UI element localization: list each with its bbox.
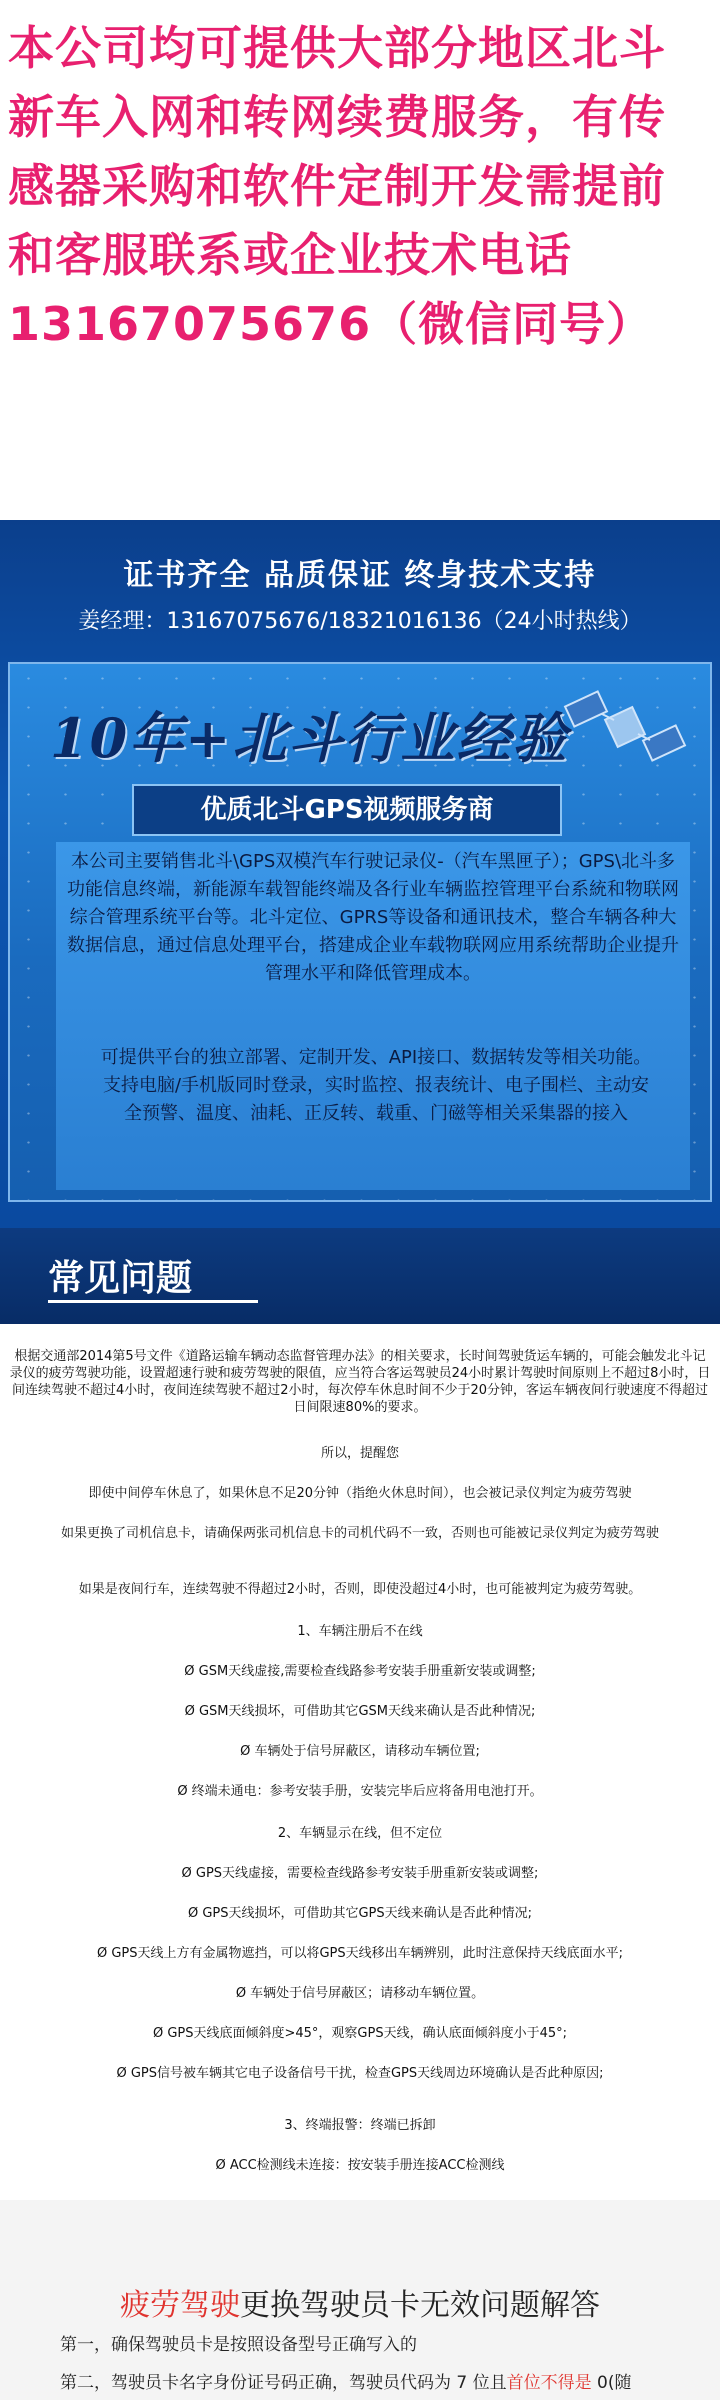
faq-line: Ø GSM天线虚接,需要检查线路参考安装手册重新安装或调整; (184, 1664, 536, 1679)
banner-headline: 10年+北斗行业经验 (50, 706, 569, 770)
faq-line: Ø GPS天线上方有金属物遮挡，可以将GPS天线移出车辆辨别，此时注意保持天线底面水平; (96, 1946, 624, 1961)
banner-slogan: 证书齐全 品质保证 终身技术支持 (123, 558, 597, 593)
faq-body (0, 1324, 720, 2200)
fatigue-faq-section (0, 2200, 720, 2400)
faq-line: 如果是夜间行车，连续驾驶不得超过2小时，否则，即使没超过4小时，也可能被判定为疲劳驾驶。 (78, 1582, 642, 1597)
fatigue-faq-title (0, 2280, 720, 2324)
faq-line: Ø GPS天线虚接，需要检查线路参考安装手册重新安装或调整; (181, 1866, 539, 1881)
intro-text: 本公司均可提供大部分地区北斗新车入网和转网续费服务，有传感器采购和软件定制开发需提前和客服联系或企业技术电话13167075676（微信同号） (8, 21, 666, 351)
company-banner (0, 520, 720, 1228)
faq-section-heading: 1、车辆注册后不在线 (297, 1624, 423, 1639)
description-paragraph-1: 本公司主要销售北斗\GPS双模汽车行驶记录仪-（汽车黑匣子）；GPS\北斗多功能信息终端，新能源车载智能终端及各行业车辆监控管理平台系統和物联网综合管理系统平台等。北斗定位、GPRS等设备和通讯技术，整合车辆各种大数据信息，通过信息处理平台，搭建成企业车载物联网应用系统帮助企业提升管理水平和降低管理成本。 (67, 851, 679, 984)
fatigue-faq-item-2-text: 第二，驾驶员卡名字身份证号码正确，驾驶员代码为 7 位且 (60, 2373, 507, 2393)
faq-line: Ø ACC检测线未连接：按安装手册连接ACC检测线 (215, 2158, 505, 2173)
fatigue-faq-item-1: 第一，确保驾驶员卡是按照设备型号正确写入的 (60, 2335, 417, 2355)
intro-section (0, 0, 720, 520)
fatigue-faq-item-2-highlight: 首位不得是 (506, 2373, 592, 2393)
satellite-icon (562, 674, 692, 784)
faq-intro-paragraph: 根据交通部2014第5号文件《道路运输车辆动态监督管理办法》的相关要求，长时间驾驶货运车辆的，可能会触发北斗记录仪的疲劳驾驶功能，设置超速行驶和疲劳驾驶的限值，应当符合客运驾驶员24小时累计驾驶时间原则上不超过8小时，日间连续驾驶不超过4小时，夜间连续驾驶不超过2小时，每次停车休息时间不少于20分钟，客运车辆夜间行驶速度不得超过日间限速80%的要求。 (9, 1349, 711, 1415)
banner-panel (8, 662, 712, 1202)
description-paragraph-2: 可提供平台的独立部署、定制开发、API接口、数据转发等相关功能。支持电脑/手机版同时登录，实时监控、报表统计、电子围栏、主动安全预警、温度、油耗、正反转、载重、门磁等相关采集器的接入 (100, 1047, 652, 1124)
faq-line: 所以，提醒您 (320, 1446, 399, 1461)
faq-title: 常见问题 (48, 1258, 193, 1299)
faq-title-underline (48, 1300, 258, 1303)
description-box (56, 842, 690, 1190)
faq-line: Ø GPS信号被车辆其它电子设备信号干扰，检查GPS天线周边环境确认是否此种原因; (116, 2066, 604, 2081)
fatigue-faq-title-rest: 更换驾驶员卡无效问题解答 (240, 2288, 600, 2323)
faq-line: 即使中间停车休息了，如果休息不足20分钟（指绝火休息时间），也会被记录仪判定为疲劳驾驶 (88, 1486, 632, 1501)
faq-section-heading: 2、车辆显示在线，但不定位 (277, 1826, 443, 1841)
faq-line: 如果更换了司机信息卡，请确保两张司机信息卡的司机代码不一致，否则也可能被记录仪判定为疲劳驾驶 (60, 1526, 659, 1541)
faq-line: Ø 终端未通电：参考安装手册，安装完毕后应将备用电池打开。 (177, 1784, 543, 1799)
faq-line: Ø 车辆处于信号屏蔽区，请移动车辆位置; (240, 1744, 480, 1759)
faq-line: Ø GPS天线底面倾斜度>45°，观察GPS天线，确认底面倾斜度小于45°; (152, 2026, 568, 2041)
service-label: 优质北斗GPS视频服务商 (132, 784, 562, 836)
faq-header (0, 1228, 720, 1324)
faq-line: Ø GSM天线损坏，可借助其它GSM天线来确认是否此种情况; (184, 1704, 536, 1719)
fatigue-faq-title-highlight: 疲劳驾驶 (120, 2288, 240, 2323)
faq-line: Ø GPS天线损坏，可借助其它GPS天线来确认是否此种情况; (187, 1906, 533, 1921)
faq-section-heading: 3、终端报警：终端已拆卸 (284, 2118, 436, 2133)
faq-line: Ø 车辆处于信号屏蔽区；请移动车辆位置。 (235, 1986, 485, 2001)
fatigue-faq-item-2-tail: 0(随 (591, 2373, 632, 2393)
fatigue-faq-item-2 (60, 2368, 631, 2393)
banner-contact: 姜经理：13167075676/18321016136（24小时热线） (78, 609, 642, 634)
